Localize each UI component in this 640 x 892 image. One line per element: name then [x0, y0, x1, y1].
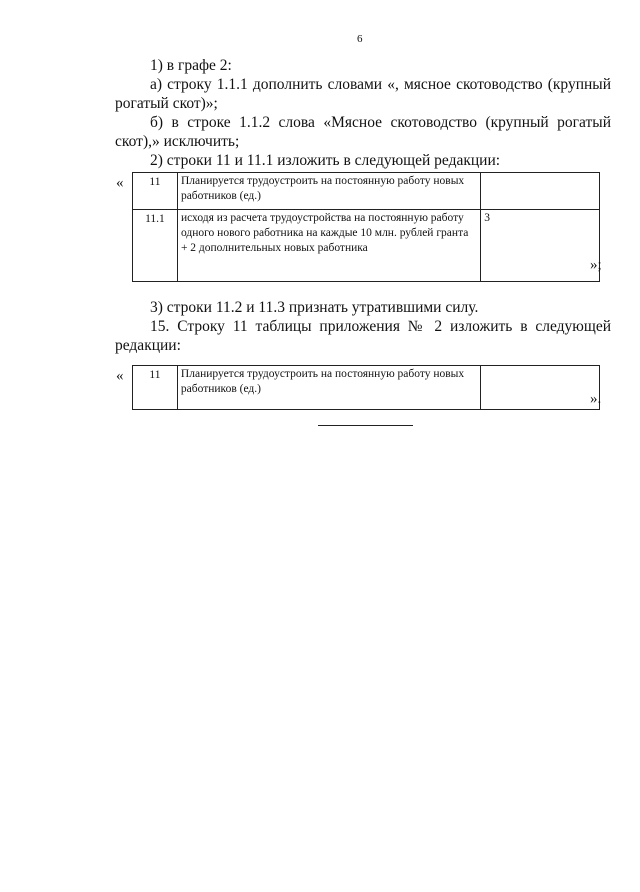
page-number: 6: [357, 33, 363, 45]
table-2: [132, 365, 600, 410]
table-row: [133, 173, 600, 210]
table2-close-quote: ».: [590, 391, 602, 407]
table-row: [133, 366, 600, 410]
table-cell-num: 11: [133, 173, 178, 210]
paragraph-column-2: 1) в графе 2:: [150, 57, 232, 74]
table-row: [133, 210, 600, 282]
closing-divider: [318, 425, 413, 426]
table-cell-desc: исходя из расчета трудоустройства на постоянную работу одного нового работника на каждые 10 млн. рублей гранта + 2 дополнительных новых работника: [177, 210, 480, 282]
paragraph-row-1-1-1: а) строку 1.1.1 дополнить словами «, мясное скотоводство (крупный рогатый скот)»;: [115, 76, 611, 112]
table-cell-desc: Планируется трудоустроить на постоянную работу новых работников (ед.): [177, 173, 480, 210]
paragraph-row-1-1-2: б) в строке 1.1.2 слова «Мясное скотоводство (крупный рогатый скот),» исключить;: [115, 114, 611, 150]
table1-close-quote: »;: [590, 257, 602, 273]
table-cell-num: 11: [133, 366, 178, 410]
paragraph-rows-11: 2) строки 11 и 11.1 изложить в следующей редакции:: [150, 152, 501, 169]
table1-open-quote: «: [116, 175, 124, 191]
paragraph-rows-11-2: 3) строки 11.2 и 11.3 признать утратившими силу.: [150, 299, 479, 316]
table-1: [132, 172, 600, 282]
table-cell-value: [481, 173, 600, 210]
table-cell-value: 3: [481, 210, 600, 282]
table2-open-quote: «: [116, 368, 124, 384]
table-cell-value: [481, 366, 600, 410]
paragraph-appendix-2: 15. Строку 11 таблицы приложения № 2 изложить в следующей редакции:: [115, 318, 611, 354]
table-cell-desc: Планируется трудоустроить на постоянную работу новых работников (ед.): [177, 366, 480, 410]
table-cell-num: 11.1: [133, 210, 178, 282]
